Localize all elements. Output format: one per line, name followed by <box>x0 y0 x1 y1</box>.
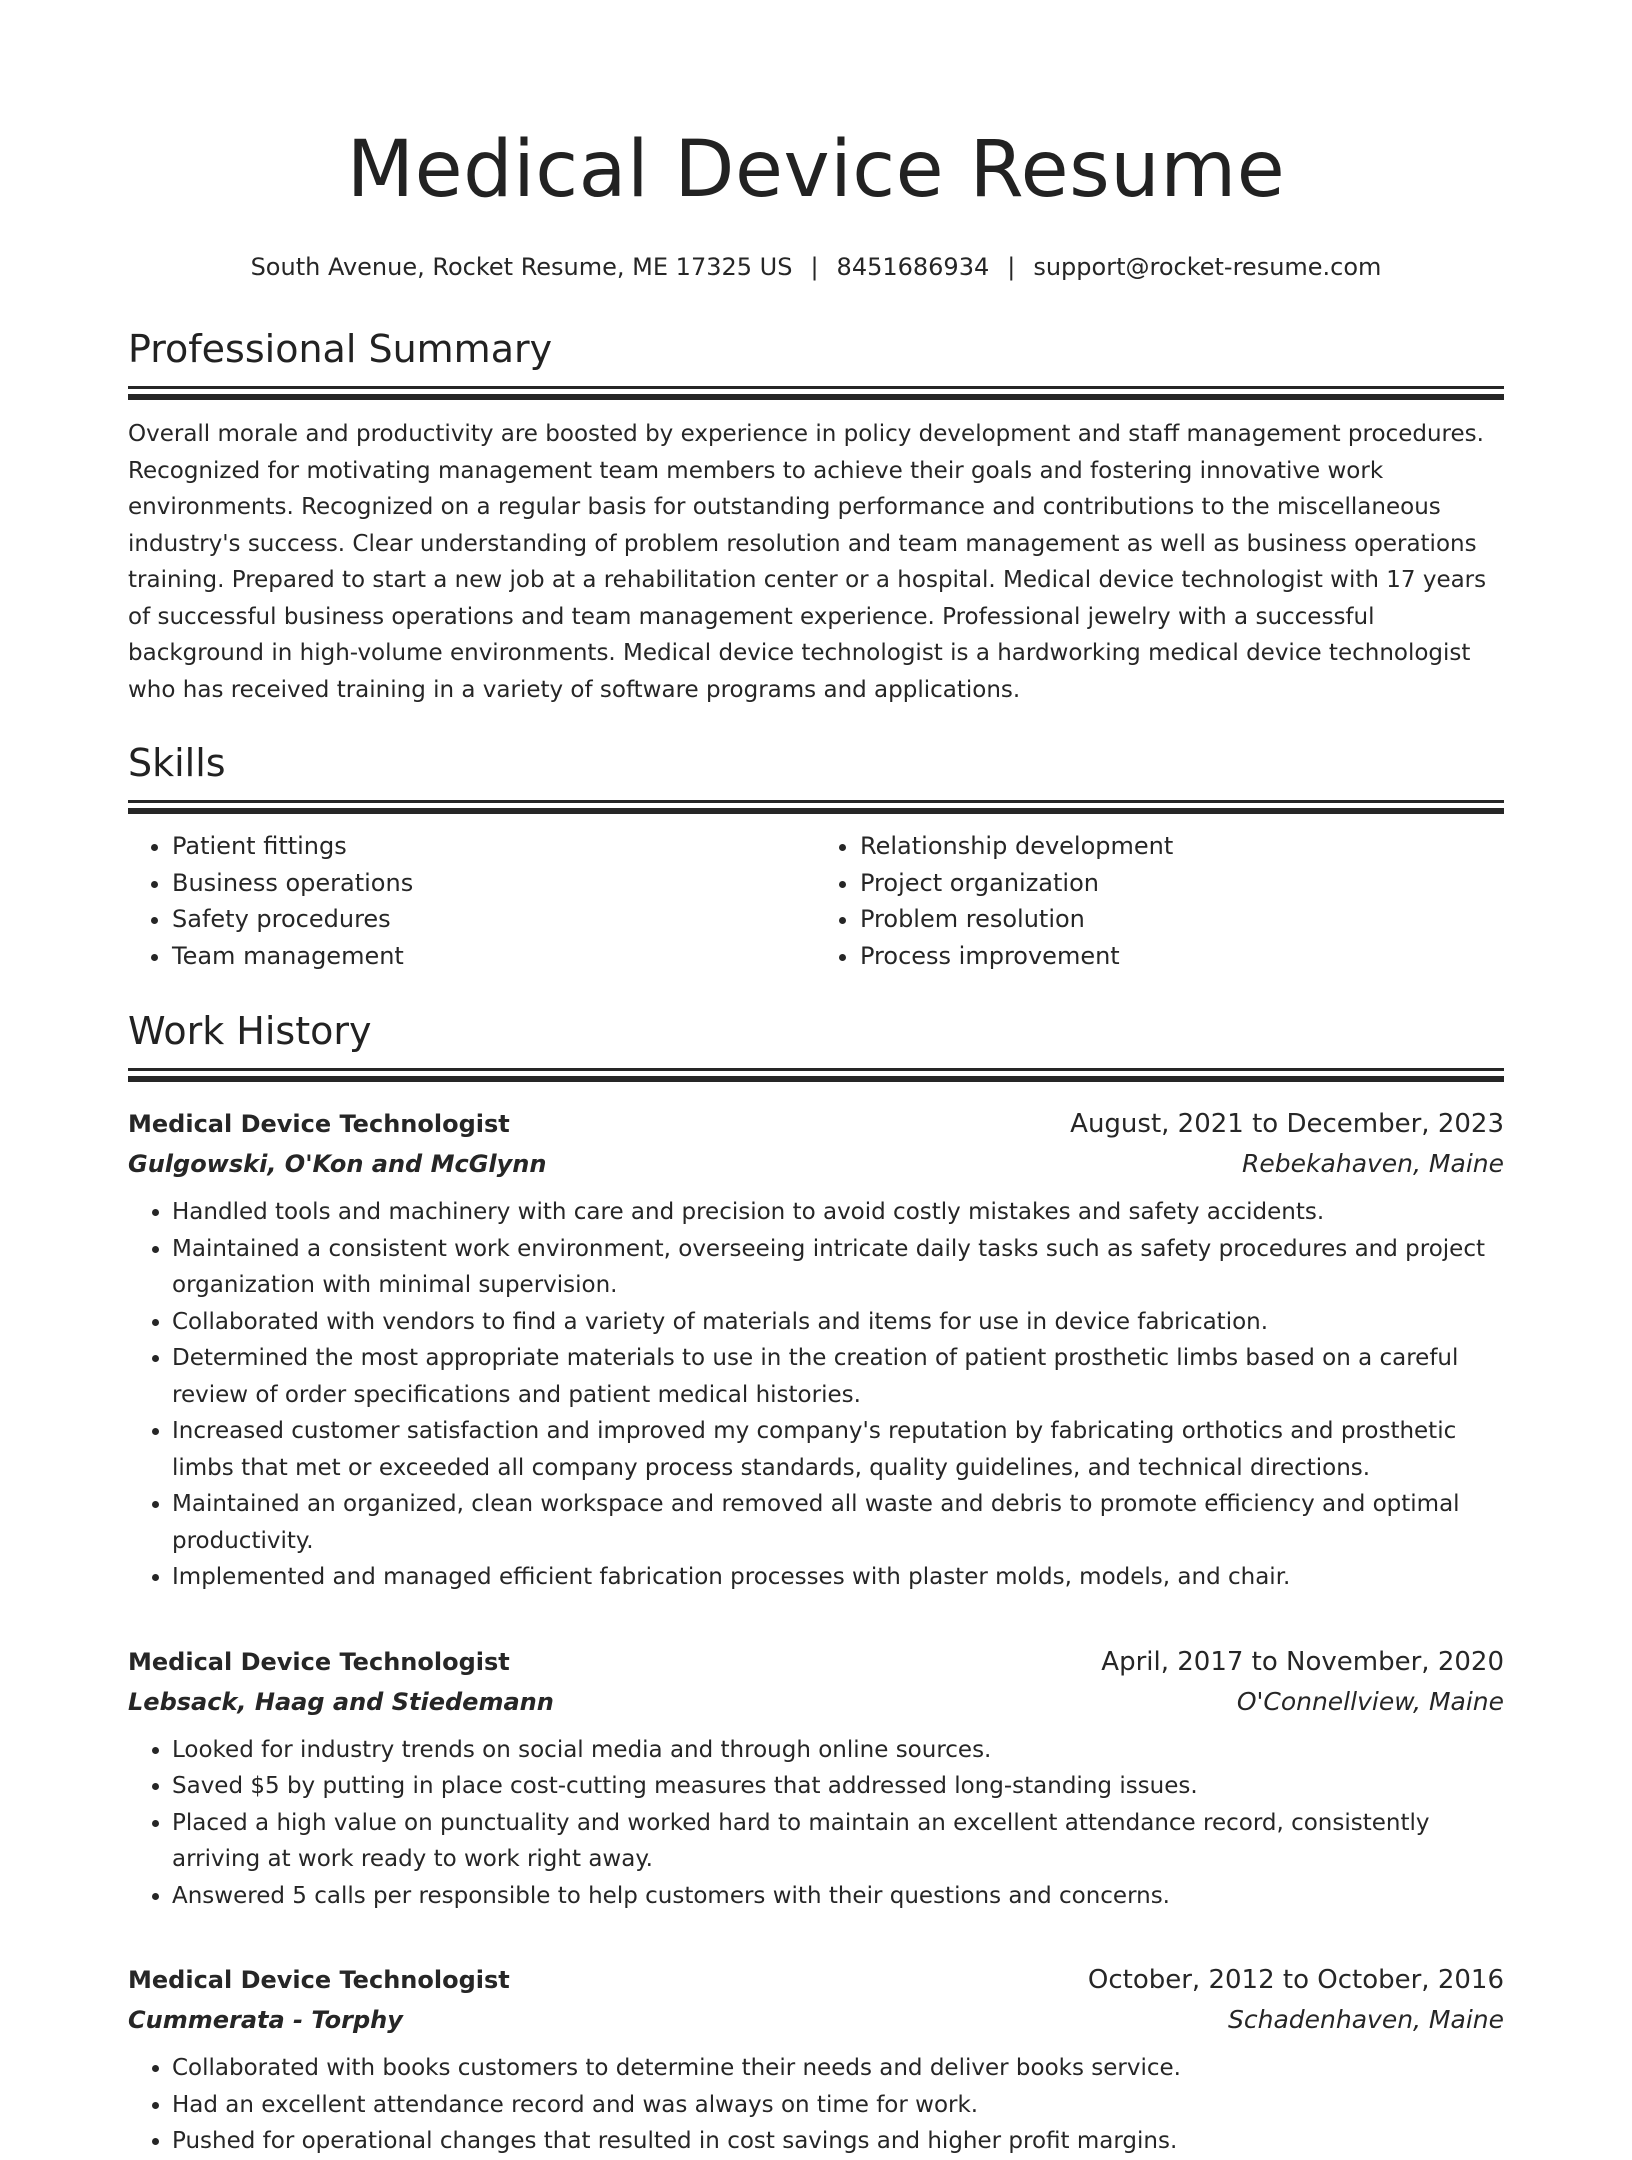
job-bullets <box>128 1194 1504 1596</box>
job-title: Medical Device Technologist <box>128 1647 510 1676</box>
job-company-row <box>128 1682 1504 1722</box>
job-company: Lebsack, Haag and Stiedemann <box>128 1687 554 1716</box>
contact-email: support@rocket-resume.com <box>1033 253 1382 281</box>
job-entry <box>128 1960 1504 2160</box>
skill-item: • Project organization <box>860 865 1504 902</box>
job-location: Rebekahaven, Maine <box>1242 1149 1504 1178</box>
skills-section <box>128 738 1504 974</box>
skill-item: • Safety procedures <box>172 901 816 938</box>
job-header-row <box>128 1642 1504 1682</box>
job-bullet: • Handled tools and machinery with care and precision to avoid costly mistakes and safety accidents. <box>172 1194 1504 1231</box>
skill-item: • Problem resolution <box>860 901 1504 938</box>
contact-separator: | <box>810 253 819 281</box>
section-divider <box>128 800 1504 803</box>
contact-separator: | <box>1007 253 1016 281</box>
section-title-work: Work History <box>128 1009 372 1053</box>
job-bullets <box>128 1732 1504 1915</box>
job-entry <box>128 1642 1504 1915</box>
skill-item: • Business operations <box>172 865 816 902</box>
work-history-section <box>128 1006 1504 2160</box>
job-bullet: • Looked for industry trends on social media and through online sources. <box>172 1732 1504 1769</box>
skills-list-left <box>128 828 816 974</box>
section-divider <box>128 386 1504 389</box>
skills-list-right <box>816 828 1504 974</box>
job-bullet: • Maintained a consistent work environment, overseeing intricate daily tasks such as safety procedures and project organization with minimal supervision. <box>172 1231 1504 1304</box>
contact-address: South Avenue, Rocket Resume, ME 17325 US <box>250 253 793 281</box>
job-company-row <box>128 2000 1504 2040</box>
job-bullet: • Collaborated with vendors to find a variety of materials and items for use in device fabrication. <box>172 1304 1504 1341</box>
job-entry <box>128 1104 1504 1596</box>
job-title: Medical Device Technologist <box>128 1110 510 1138</box>
skill-item: • Team management <box>172 938 816 975</box>
job-bullet: • Pushed for operational changes that resulted in cost savings and higher profit margins. <box>172 2123 1504 2160</box>
skill-item: • Patient fittings <box>172 828 816 865</box>
job-bullet: • Implemented and managed efficient fabrication processes with plaster molds, models, and chair. <box>172 1559 1504 1596</box>
job-bullet: • Increased customer satisfaction and improved my company's reputation by fabricating orthotics and prosthetic limbs that met or exceeded all company process standards, quality guidelines, and technical directions. <box>172 1413 1504 1486</box>
job-bullet: • Answered 5 calls per responsible to help customers with their questions and concerns. <box>172 1878 1504 1915</box>
job-header-row <box>128 1104 1504 1144</box>
contact-phone: 8451686934 <box>836 253 990 281</box>
job-company-row <box>128 1144 1504 1184</box>
job-company: Cummerata - Torphy <box>128 2006 403 2034</box>
job-bullet: • Maintained an organized, clean workspace and removed all waste and debris to promote efficiency and optimal productivity. <box>172 1486 1504 1559</box>
job-bullet: • Saved $5 by putting in place cost-cutting measures that addressed long-standing issues. <box>172 1768 1504 1805</box>
job-bullets <box>128 2050 1504 2160</box>
job-location: O'Connellview, Maine <box>1236 1686 1504 1716</box>
section-divider-thick <box>128 1076 1504 1082</box>
job-company: Gulgowski, O'Kon and McGlynn <box>128 1150 547 1178</box>
job-bullet: • Had an excellent attendance record and was always on time for work. <box>172 2087 1504 2124</box>
job-bullet: • Collaborated with books customers to determine their needs and deliver books service. <box>172 2050 1504 2087</box>
section-divider <box>128 1068 1504 1071</box>
section-title-skills: Skills <box>128 741 226 785</box>
job-dates: August, 2021 to December, 2023 <box>1070 1109 1504 1139</box>
job-dates: April, 2017 to November, 2020 <box>1101 1646 1504 1677</box>
skill-item: • Relationship development <box>860 828 1504 865</box>
summary-text: Overall morale and productivity are boosted by experience in policy development and staff management procedures. Recognized for motivating management team members to achieve their goals and fostering innovative work environments. Recognized on a regular basis for outstanding performance and contributions to the miscellaneous industry's success. Clear understanding of problem resolution and team management as well as business operations training. Prepared to start a new job at a rehabilitation center or a hospital. Medical device technologist with 17 years of successful business operations and team management experience. Professional jewelry with a successful background in high-volume environments. Medical device technologist is a hardworking medical device technologist who has received training in a variety of software programs and applications. <box>128 421 1487 703</box>
job-title: Medical Device Technologist <box>128 1966 510 1994</box>
section-divider-thick <box>128 808 1504 814</box>
job-header-row <box>128 1960 1504 2000</box>
resume-name: Medical Device Resume <box>346 125 1286 215</box>
job-dates: October, 2012 to October, 2016 <box>1087 1965 1504 1995</box>
skill-item: • Process improvement <box>860 938 1504 975</box>
section-title-summary: Professional Summary <box>128 327 553 371</box>
job-bullet: • Placed a high value on punctuality and worked hard to maintain an excellent attendance record, consistently arriving at work ready to work right away. <box>172 1805 1504 1878</box>
skills-columns <box>128 828 1504 974</box>
section-divider-thick <box>128 394 1504 400</box>
professional-summary-section <box>128 324 1504 708</box>
contact-line <box>128 250 1504 284</box>
job-bullet: • Determined the most appropriate materials to use in the creation of patient prosthetic limbs based on a careful review of order specifications and patient medical histories. <box>172 1340 1504 1413</box>
job-location: Schadenhaven, Maine <box>1227 2005 1504 2034</box>
